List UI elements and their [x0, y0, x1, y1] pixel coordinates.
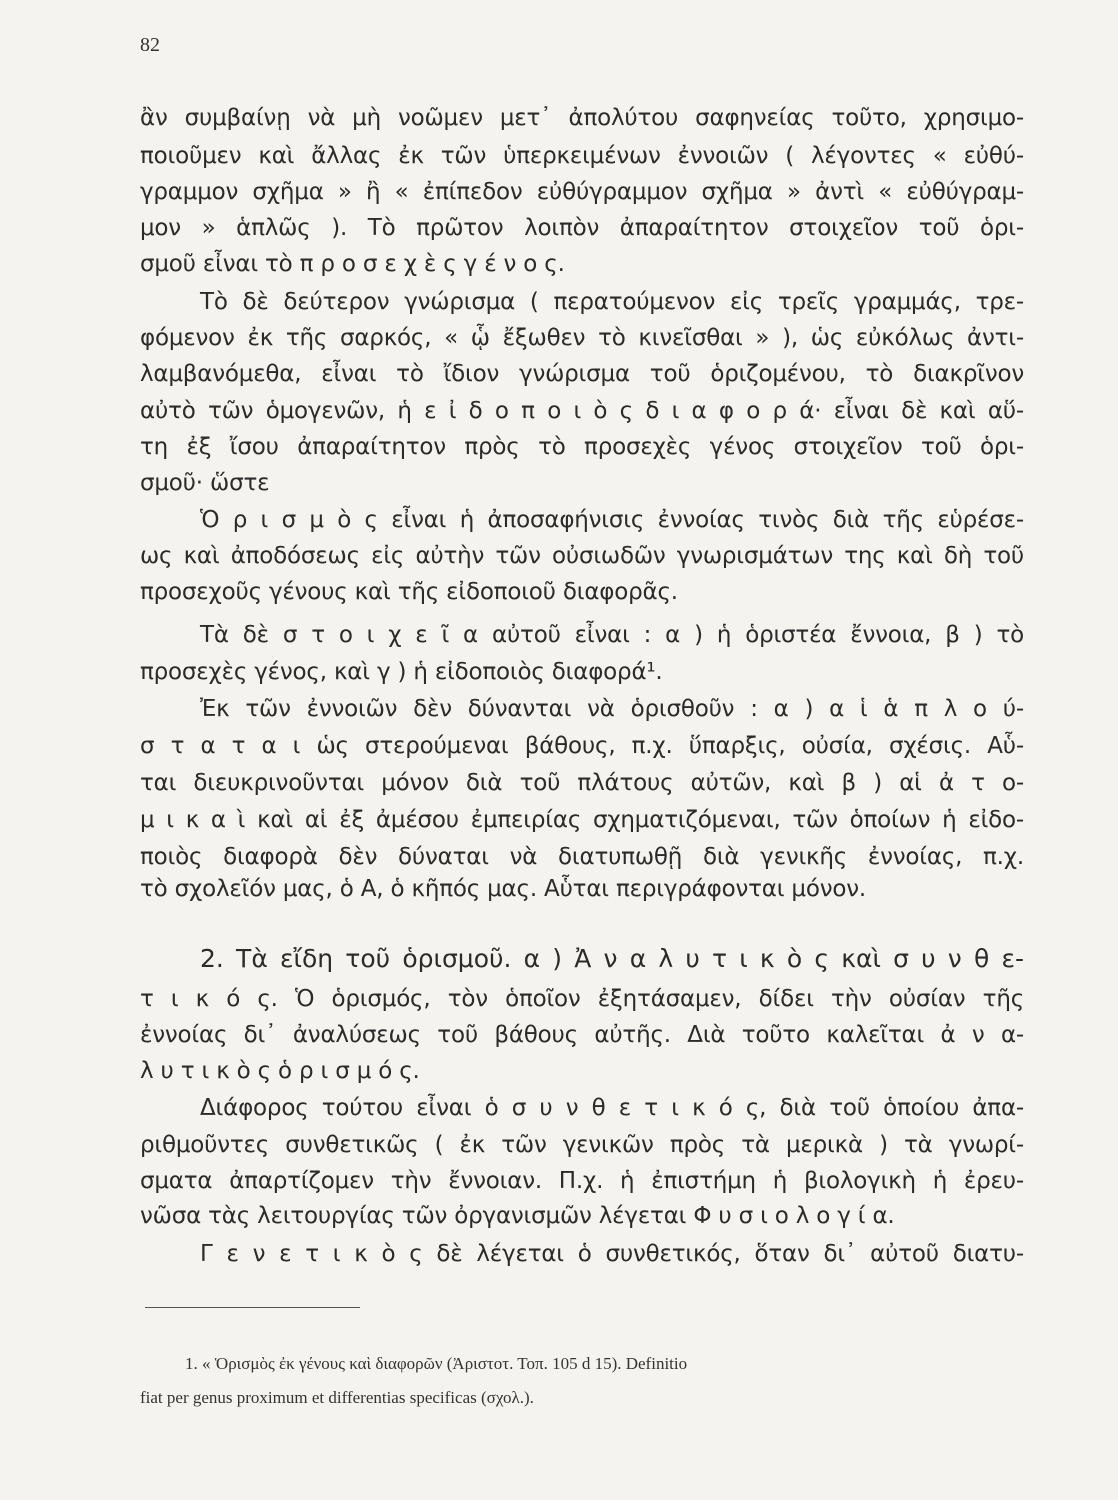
definition-line: ως καὶ ἀποδόσεως εἰς αὐτὴν τῶν οὐσιωδῶν γνωρισμάτων της καὶ δὴ τοῦ	[140, 543, 1024, 569]
text-line: ἂν συμβαίνῃ νὰ μὴ νοῶμεν μετ᾽ ἀπολύτου σαφηνείας τοῦτο, χρησιμο-	[140, 105, 1024, 131]
text-line: προσεχὲς γένος, καὶ γ ) ἡ εἰδοποιὸς διαφορά¹.	[140, 659, 663, 685]
text-line: Διάφορος τούτου εἶναι ὁ σ υ ν θ ε τ ι κ ό ς, διὰ τοῦ ὁποίου ἀπα-	[200, 1095, 1024, 1121]
text-line: Τὸ δὲ δεύτερον γνώρισμα ( περατούμενον εἰς τρεῖς γραμμάς, τρε-	[200, 289, 1024, 315]
text-line: ἐννοίας δι᾽ ἀναλύσεως τοῦ βάθους αὐτῆς. Διὰ τοῦτο καλεῖται ἀ ν α-	[140, 1022, 1024, 1048]
text-line: λ υ τ ι κ ὸ ς ὁ ρ ι σ μ ό ς.	[140, 1058, 420, 1084]
definition-line: προσεχοῦς γένους καὶ τῆς εἰδοποιοῦ διαφορᾶς.	[140, 579, 678, 605]
footnote-line: 1. « Ὁρισμὸς ἐκ γένους καὶ διαφορῶν (Ἀριστοτ. Τοπ. 105 d 15). Definitio	[185, 1354, 688, 1373]
text-line: αὐτὸ τῶν ὁμογενῶν, ἡ ε ἰ δ ο π ο ι ὸ ς δ ι α φ ο ρ ά· εἶναι δὲ καὶ αὕ-	[140, 398, 1024, 424]
text-line: σμοῦ· ὥστε	[140, 470, 270, 496]
text-line: σ τ α τ α ι ὡς στερούμεναι βάθους, π.χ. ὕπαρξις, οὐσία, σχέσις. Αὗ-	[140, 733, 1024, 759]
text-line: ποιοῦμεν καὶ ἄλλας ἐκ τῶν ὑπερκειμένων ἐννοιῶν ( λέγοντες « εὐθύ-	[140, 143, 1024, 169]
text-line: τ ι κ ό ς. Ὁ ὁρισμός, τὸν ὁποῖον ἐξητάσαμεν, δίδει τὴν οὐσίαν τῆς	[140, 986, 1024, 1012]
text-line: τη ἐξ ἴσου ἀπαραίτητον πρὸς τὸ προσεχὲς γένος στοιχεῖον τοῦ ὁρι-	[140, 434, 1024, 460]
text-line: ριθμοῦντες συνθετικῶς ( ἐκ τῶν γενικῶν πρὸς τὰ μερικὰ ) τὰ γνωρί-	[140, 1132, 1024, 1158]
page-number: 82	[140, 34, 160, 56]
text-line: νῶσα τὰς λειτουργίας τῶν ὀργανισμῶν λέγεται Φ υ σ ι ο λ ο γ ί α.	[140, 1203, 895, 1229]
text-line: σματα ἀπαρτίζομεν τὴν ἔννοιαν. Π.χ. ἡ ἐπιστήμη ἡ βιολογικὴ ἡ ἐρευ-	[140, 1168, 1024, 1194]
text-line: τὸ σχολεῖόν μας, ὁ Α, ὁ κῆπός μας. Αὗται περιγράφονται μόνον.	[140, 876, 866, 902]
text-line: Τὰ δὲ σ τ ο ι χ ε ῖ α αὐτοῦ εἶναι : α ) ἡ ὁριστέα ἔννοια, β ) τὸ	[200, 622, 1024, 648]
text-line: ποιὸς διαφορὰ δὲν δύναται νὰ διατυπωθῇ διὰ γενικῆς ἐννοίας, π.χ.	[140, 844, 1024, 870]
text-line: μον » ἁπλῶς ). Τὸ πρῶτον λοιπὸν ἀπαραίτητον στοιχεῖον τοῦ ὁρι-	[140, 215, 1024, 241]
footnote-divider	[145, 1307, 360, 1308]
text-line: μ ι κ α ὶ καὶ αἱ ἐξ ἀμέσου ἐμπειρίας σχηματιζόμεναι, τῶν ὁποίων ἡ εἰδο-	[140, 807, 1024, 833]
text-line: σμοῦ εἶναι τὸ π ρ ο σ ε χ ὲ ς γ έ ν ο ς.	[140, 251, 565, 277]
text-line: ται διευκρινοῦνται μόνον διὰ τοῦ πλάτους αὐτῶν, καὶ β ) αἱ ἀ τ ο-	[140, 770, 1024, 796]
footnote-line: fiat per genus proximum et differentias specificas (σχολ.).	[140, 1388, 534, 1407]
text-line: λαμβανόμεθα, εἶναι τὸ ἴδιον γνώρισμα τοῦ ὁριζομένου, τὸ διακρῖνον	[140, 361, 1024, 387]
text-line: γραμμον σχῆμα » ἢ « ἐπίπεδον εὐθύγραμμον σχῆμα » ἀντὶ « εὐθύγραμ-	[140, 179, 1024, 205]
definition-line: Ὁ ρ ι σ μ ὸ ς εἶναι ἡ ἀποσαφήνισις ἐννοίας τινὸς διὰ τῆς εὑρέσε-	[200, 507, 1024, 533]
text-line: Ἐκ τῶν ἐννοιῶν δὲν δύνανται νὰ ὁρισθοῦν : α ) α ἱ ἁ π λ ο ύ-	[200, 696, 1024, 722]
text-line: φόμενον ἐκ τῆς σαρκός, « ᾧ ἔξωθεν τὸ κινεῖσθαι » ), ὡς εὐκόλως ἀντι-	[140, 325, 1024, 351]
text-line: Γ ε ν ε τ ι κ ὸ ς δὲ λέγεται ὁ συνθετικός, ὅταν δι᾽ αὐτοῦ διατυ-	[200, 1241, 1024, 1267]
section-heading: 2. Τὰ εἴδη τοῦ ὁρισμοῦ. α ) Ἀ ν α λ υ τ ι κ ὸ ς καὶ σ υ ν θ ε-	[200, 944, 1024, 973]
